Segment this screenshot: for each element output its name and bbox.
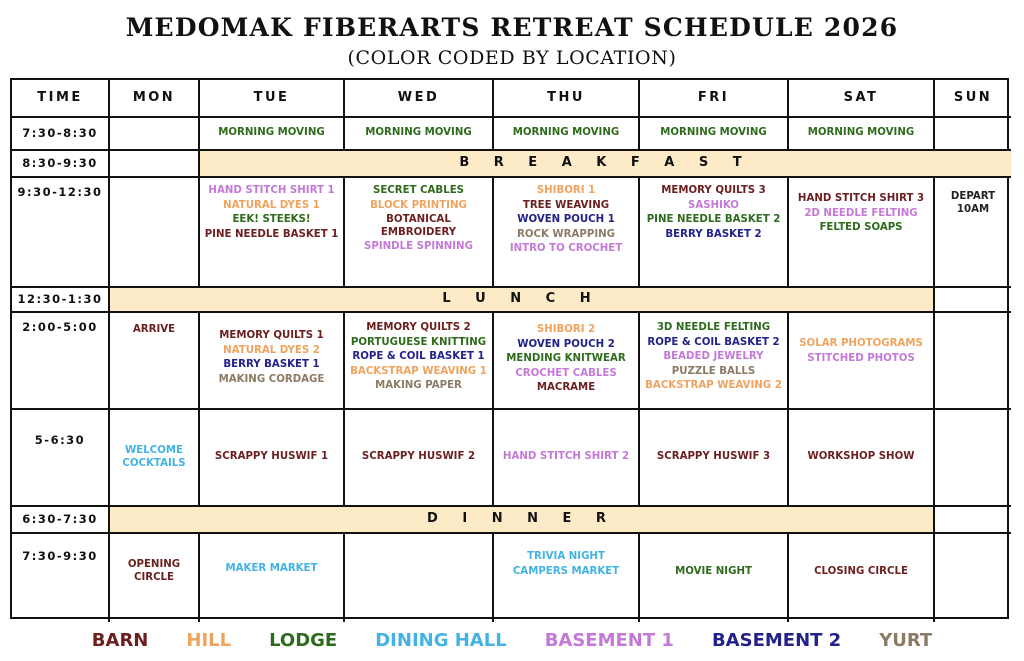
time-slot: 5-6:30 — [12, 410, 110, 507]
schedule-cell — [110, 151, 200, 178]
workshop-item: BACKSTRAP WEAVING 1 — [350, 365, 487, 377]
legend-basement-1: BASEMENT 1 — [544, 630, 674, 651]
workshop-item: BEADED JEWELRY — [663, 351, 764, 362]
schedule-cell — [494, 118, 640, 151]
schedule-cell — [789, 118, 935, 151]
workshop-item: MEMORY QUILTS 2 — [366, 322, 471, 333]
header-tue: TUE — [200, 80, 345, 118]
header-fri: FRI — [640, 80, 789, 118]
workshop-item: BOTANICAL EMBROIDERY — [380, 214, 457, 238]
workshop-item: DEPART 10AM — [950, 191, 996, 215]
workshop-item: WORKSHOP SHOW — [807, 451, 915, 463]
time-slot: 2:00-5:00 — [12, 313, 110, 410]
schedule-cell — [789, 410, 935, 507]
schedule-cell — [935, 534, 1011, 622]
schedule-cell — [200, 313, 345, 410]
workshop-item: 2D NEEDLE FELTING — [804, 207, 918, 219]
schedule-cell — [494, 534, 640, 622]
legend-yurt: YURT — [879, 630, 933, 651]
schedule-cell — [935, 507, 1011, 534]
schedule-cell — [110, 534, 200, 622]
workshop-item: BLOCK PRINTING — [370, 199, 467, 211]
workshop-item: ROPE & COIL BASKET 2 — [647, 336, 780, 348]
workshop-item: INTRO TO CROCHET — [509, 243, 623, 254]
schedule-cell — [935, 178, 1011, 288]
workshop-item: CAMPERS MARKET — [512, 565, 620, 577]
meal-lunch: L U N C H — [110, 288, 935, 313]
workshop-item: CLOSING CIRCLE — [814, 566, 908, 577]
schedule-cell — [200, 534, 345, 622]
time-slot: 7:30-9:30 — [12, 534, 110, 622]
schedule-cell — [640, 410, 789, 507]
workshop-item: MENDING KNITWEAR — [506, 353, 626, 364]
time-slot: 12:30-1:30 — [12, 288, 110, 313]
header-time: TIME — [12, 80, 110, 118]
header-sun: SUN — [935, 80, 1011, 118]
workshop-item: MACRAME — [536, 382, 596, 393]
workshop-item: WOVEN POUCH 1 — [517, 214, 615, 225]
workshop-item: BERRY BASKET 1 — [223, 359, 320, 370]
time-slot: 6:30-7:30 — [12, 507, 110, 534]
workshop-item: PUZZLE BALLS — [671, 365, 756, 377]
schedule-cell — [494, 178, 640, 288]
workshop-item: PINE NEEDLE BASKET 2 — [646, 214, 781, 225]
workshop-item: OPENING CIRCLE — [127, 559, 181, 583]
schedule-cell — [110, 410, 200, 507]
page-subtitle: (COLOR CODED BY LOCATION) — [347, 47, 677, 69]
time-slot: 7:30-8:30 — [12, 118, 110, 151]
meal-dinner: D I N N E R — [110, 507, 935, 534]
schedule-cell — [494, 410, 640, 507]
workshop-item: SOLAR PHOTOGRAMS — [799, 338, 923, 349]
workshop-item: ROCK WRAPPING — [517, 228, 615, 240]
schedule-cell — [935, 288, 1011, 313]
schedule-cell — [345, 178, 494, 288]
legend-basement-2: BASEMENT 2 — [711, 630, 842, 651]
workshop-item: TREE WEAVING — [522, 199, 610, 211]
schedule-cell — [935, 313, 1011, 410]
workshop-item: WELCOME COCKTAILS — [122, 445, 186, 469]
workshop-item: TRIVIA NIGHT — [527, 551, 605, 562]
workshop-item: SCRAPPY HUSWIF 1 — [214, 451, 329, 463]
legend-hill: HILL — [186, 630, 232, 651]
workshop-item: SHIBORI 2 — [536, 324, 596, 335]
header-wed: WED — [345, 80, 494, 118]
schedule-cell — [110, 313, 200, 410]
workshop-item: SPINDLE SPINNING — [364, 241, 473, 252]
workshop-item: HAND STITCH SHIRT 2 — [502, 451, 630, 463]
legend-dining-hall: DINING HALL — [375, 630, 507, 651]
workshop-item: SCRAPPY HUSWIF 2 — [361, 451, 476, 463]
schedule-cell — [200, 410, 345, 507]
schedule-cell — [935, 410, 1011, 507]
workshop-item: WOVEN POUCH 2 — [517, 338, 615, 350]
schedule-cell — [640, 534, 789, 622]
workshop-item: MORNING MOVING — [365, 127, 472, 139]
time-slot: 8:30-9:30 — [12, 151, 110, 178]
schedule-cell — [345, 410, 494, 507]
workshop-item: NATURAL DYES 2 — [223, 344, 320, 356]
schedule-cell — [345, 118, 494, 151]
schedule-cell — [789, 178, 935, 288]
schedule-cell — [494, 313, 640, 410]
schedule-cell — [935, 118, 1011, 151]
header-thu: THU — [494, 80, 640, 118]
schedule-cell — [200, 178, 345, 288]
workshop-item: MORNING MOVING — [218, 127, 325, 139]
workshop-item: HAND STITCH SHIRT 1 — [208, 185, 335, 196]
schedule-cell — [345, 313, 494, 410]
workshop-item: 3D NEEDLE FELTING — [656, 322, 771, 333]
schedule-cell — [789, 534, 935, 622]
workshop-item: FELTED SOAPS — [819, 222, 903, 233]
workshop-item: PINE NEEDLE BASKET 1 — [204, 228, 339, 240]
workshop-item: ARRIVE — [132, 324, 176, 335]
schedule-cell — [640, 313, 789, 410]
schedule-cell — [110, 178, 200, 288]
workshop-item: STITCHED PHOTOS — [807, 352, 915, 364]
header-mon: MON — [110, 80, 200, 118]
workshop-item: SCRAPPY HUSWIF 3 — [656, 451, 771, 463]
workshop-item: MEMORY QUILTS 3 — [661, 185, 766, 196]
schedule-cell — [200, 118, 345, 151]
schedule-cell — [110, 118, 200, 151]
workshop-item: SECRET CABLES — [373, 185, 464, 196]
legend-barn: BARN — [91, 630, 149, 651]
workshop-item: EEK! STEEKS! — [232, 214, 311, 225]
workshop-item: MAKING PAPER — [375, 380, 462, 391]
workshop-item: MEMORY QUILTS 1 — [219, 330, 324, 341]
workshop-item: MAKING CORDAGE — [218, 373, 325, 385]
workshop-item: ROPE & COIL BASKET 1 — [352, 351, 485, 362]
workshop-item: MOVIE NIGHT — [675, 566, 752, 577]
legend-lodge: LODGE — [269, 630, 338, 651]
workshop-item: MORNING MOVING — [807, 127, 915, 139]
workshop-item: NATURAL DYES 1 — [223, 199, 320, 211]
workshop-item: PORTUGUESE KNITTING — [350, 336, 487, 348]
schedule-table — [10, 78, 1009, 619]
workshop-item: CROCHET CABLES — [515, 367, 617, 379]
time-slot: 9:30-12:30 — [12, 178, 110, 288]
workshop-item: BERRY BASKET 2 — [665, 228, 762, 240]
location-legend — [0, 628, 1024, 656]
workshop-item: MORNING MOVING — [512, 127, 620, 139]
workshop-item: HAND STITCH SHIRT 3 — [797, 193, 925, 204]
schedule-cell — [789, 313, 935, 410]
workshop-item: MAKER MARKET — [225, 563, 318, 574]
schedule-cell — [345, 534, 494, 622]
schedule-cell — [640, 178, 789, 288]
workshop-item: SASHIKO — [688, 199, 739, 211]
workshop-item: BACKSTRAP WEAVING 2 — [645, 380, 782, 391]
header-sat: SAT — [789, 80, 935, 118]
page-title: MEDOMAK FIBERARTS RETREAT SCHEDULE 2026 — [125, 13, 899, 42]
workshop-item: MORNING MOVING — [660, 127, 767, 139]
workshop-item: SHIBORI 1 — [536, 185, 596, 196]
schedule-cell — [640, 118, 789, 151]
meal-breakfast: B R E A K F A S T — [200, 151, 1011, 178]
